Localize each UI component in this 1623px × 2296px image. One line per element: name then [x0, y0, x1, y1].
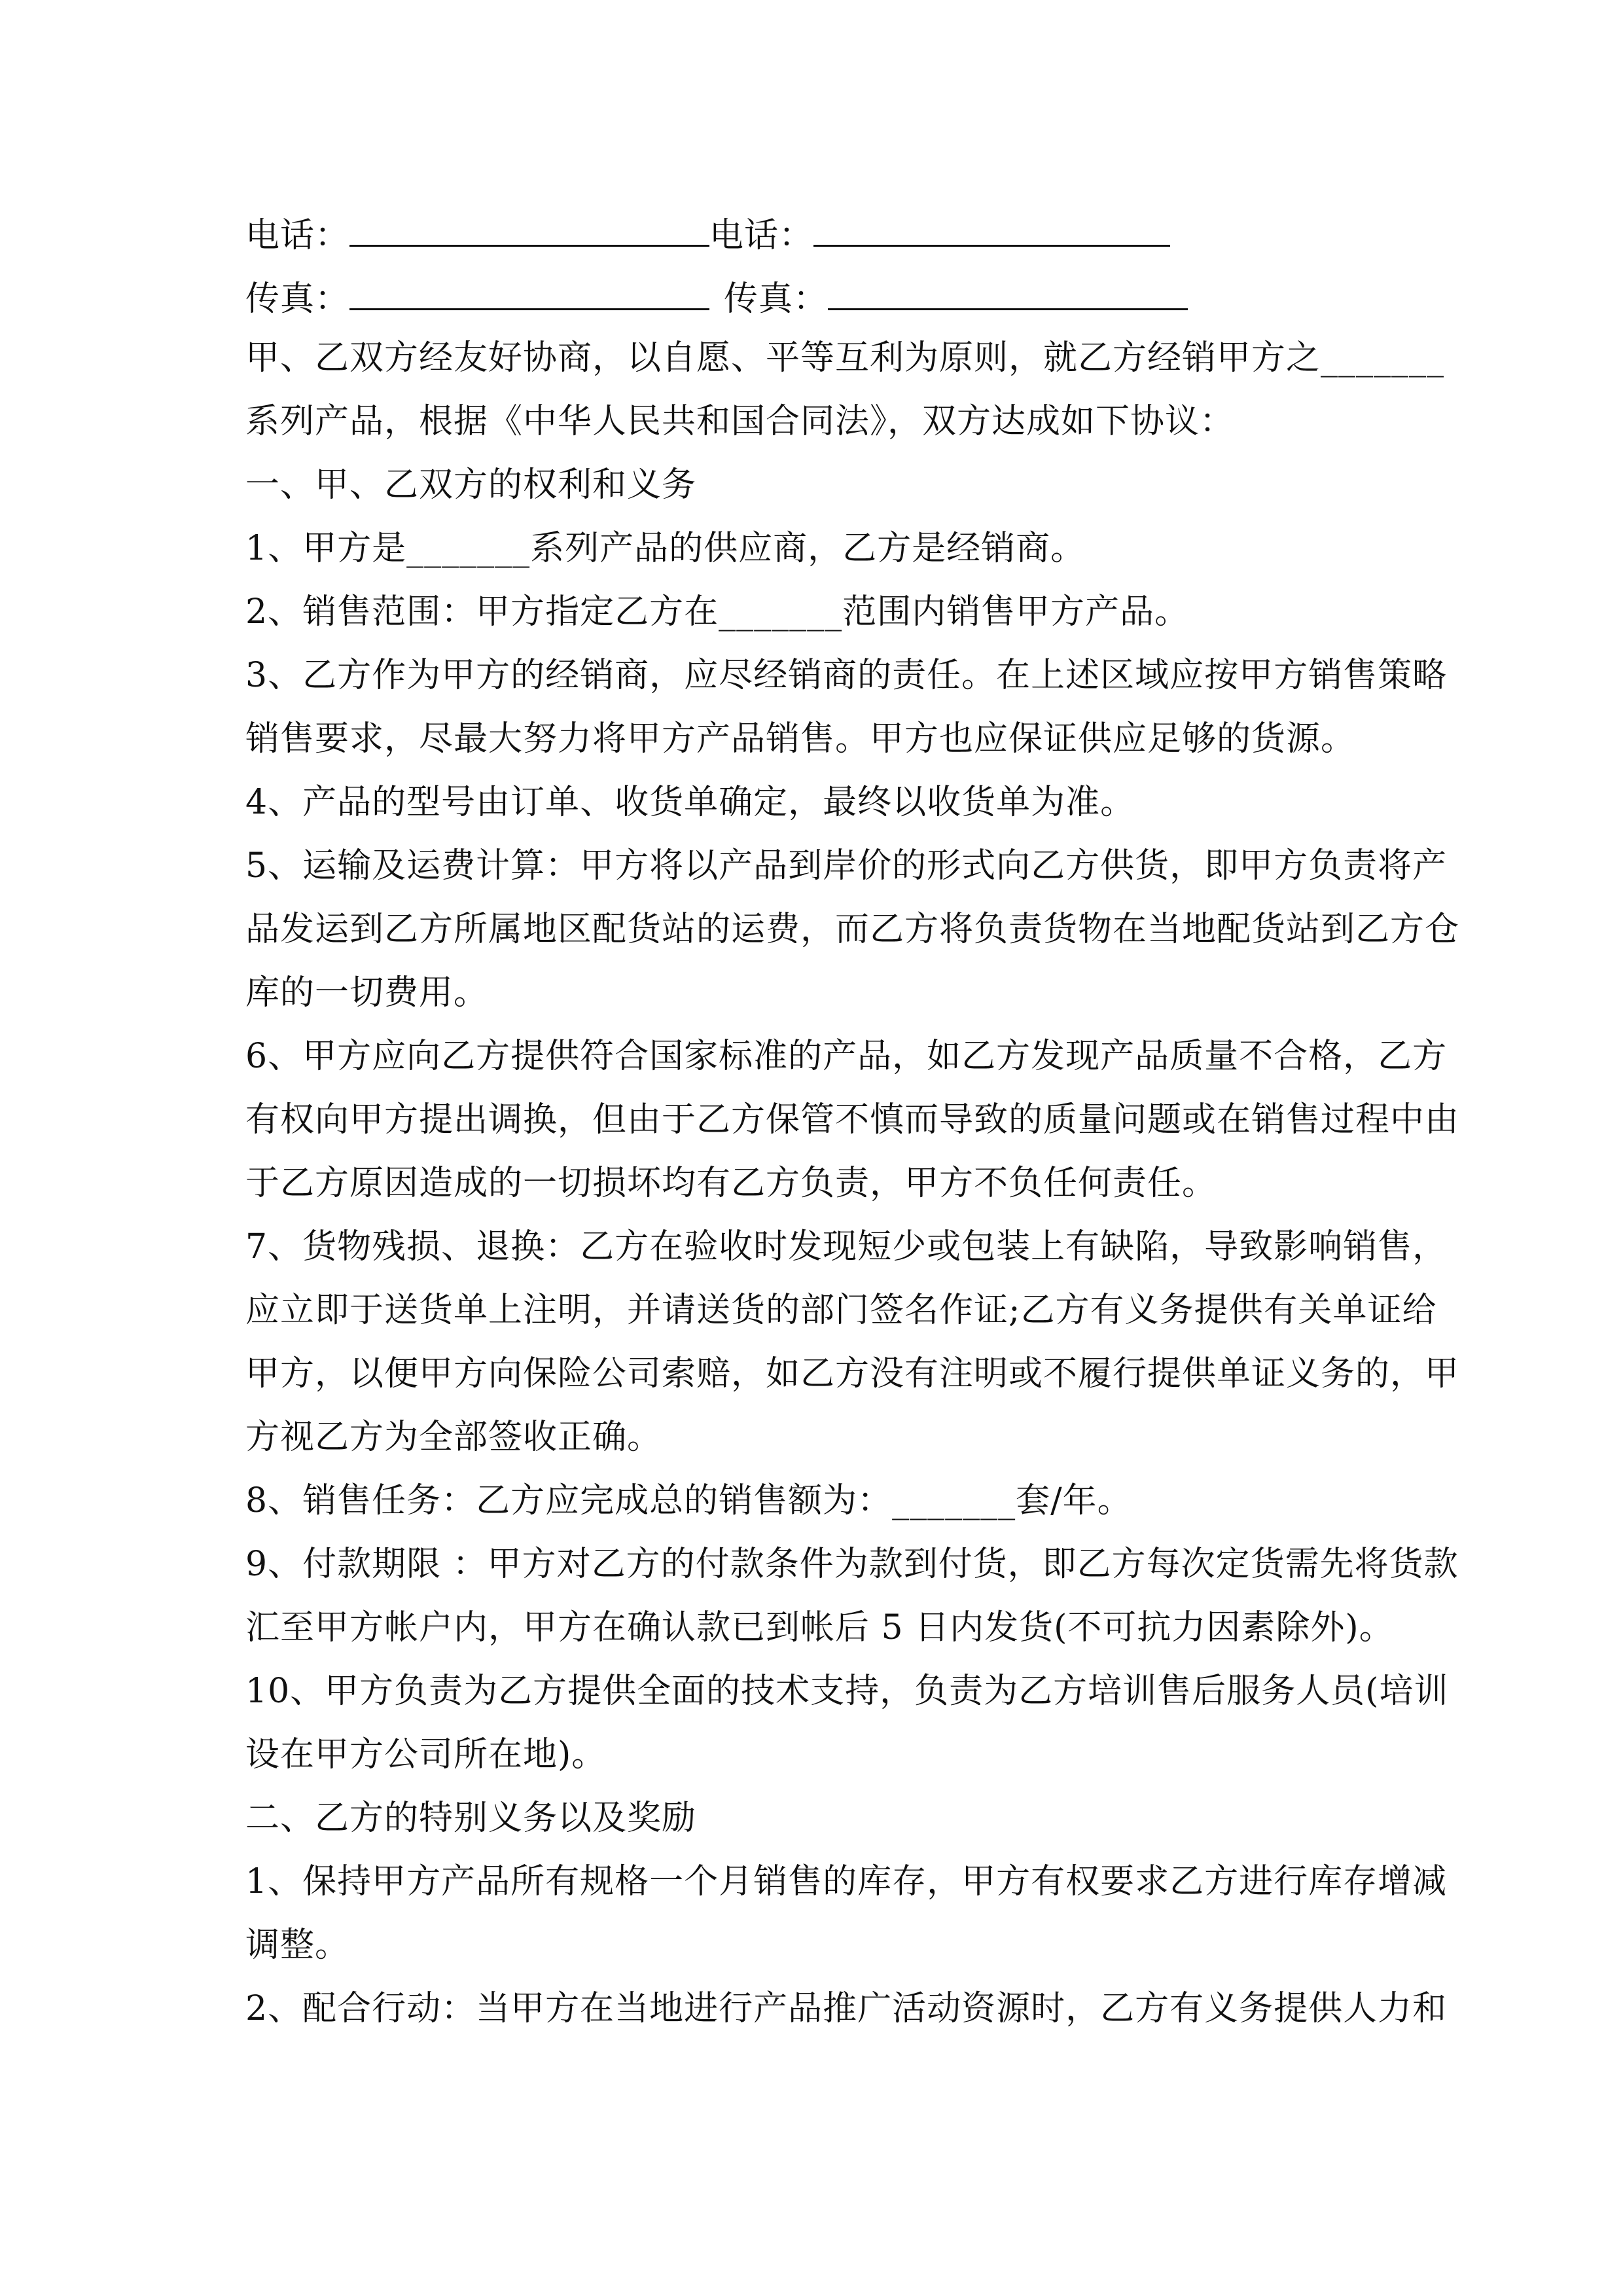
text-line: 9、付款期限 ：甲方对乙方的付款条件为款到付货，即乙方每次定货需先将货款	[245, 1545, 1459, 1584]
phone-label-party-b: 电话：	[709, 216, 814, 255]
text-line: 2、配合行动：当甲方在当地进行产品推广活动资源时，乙方有义务提供人力和	[245, 1989, 1448, 2028]
text-line: 系列产品，根据《中华人民共和国合同法》，双方达成如下协议：	[245, 402, 1235, 441]
text-line: 4、产品的型号由订单、收货单确定，最终以收货单为准。	[245, 783, 1135, 822]
text-line: 调整。	[245, 1926, 350, 1965]
text-line: 1、保持甲方产品所有规格一个月销售的库存，甲方有权要求乙方进行库存增减	[245, 1862, 1448, 1901]
text-line: 6、甲方应向乙方提供符合国家标准的产品，如乙方发现产品质量不合格，乙方	[245, 1037, 1448, 1076]
phone-blank-party-b	[813, 208, 1170, 247]
text-line: 销售要求，尽最大努力将甲方产品销售。甲方也应保证供应足够的货源。	[245, 719, 1356, 759]
text-line: 应立即于送货单上注明，并请送货的部门签名作证;乙方有义务提供有关单证给	[245, 1291, 1437, 1330]
text-line: 一、甲、乙双方的权利和义务	[245, 465, 697, 505]
phone-row	[245, 208, 1381, 272]
fax-blank-party-b	[828, 272, 1188, 310]
text-line: 10、甲方负责为乙方提供全面的技术支持，负责为乙方培训售后服务人员(培训	[245, 1672, 1449, 1711]
text-line: 汇至甲方帐户内，甲方在确认款已到帐后 5 日内发货(不可抗力因素除外)。	[245, 1608, 1394, 1647]
document-body	[245, 208, 1460, 2049]
text-line: 2、销售范围：甲方指定乙方在_______范围内销售甲方产品。	[245, 592, 1190, 632]
text-line: 7、货物残损、退换：乙方在验收时发现短少或包装上有缺陷，导致影响销售，	[245, 1227, 1448, 1266]
text-line: 5、运输及运费计算：甲方将以产品到岸价的形式向乙方供货，即甲方负责将产	[245, 846, 1448, 886]
text-line: 3、乙方作为甲方的经销商，应尽经销商的责任。在上述区域应按甲方销售策略	[245, 656, 1448, 695]
text-line: 甲方，以便甲方向保险公司索赔，如乙方没有注明或不履行提供单证义务的，甲	[245, 1354, 1460, 1393]
text-line: 甲、乙双方经友好协商，以自愿、平等互利为原则，就乙方经销甲方之_______	[245, 338, 1445, 378]
phone-label-party-a: 电话：	[245, 216, 350, 255]
text-line: 于乙方原因造成的一切损坏均有乙方负责，甲方不负任何责任。	[245, 1164, 1217, 1203]
text-line: 品发运到乙方所属地区配货站的运费，而乙方将负责货物在当地配货站到乙方仓	[245, 910, 1460, 949]
contract-text	[245, 335, 1460, 2049]
text-line: 1、甲方是_______系列产品的供应商，乙方是经销商。	[245, 529, 1086, 568]
text-line: 库的一切费用。	[245, 973, 489, 1013]
text-line: 8、销售任务：乙方应完成总的销售额为：_______套/年。	[245, 1481, 1132, 1520]
fax-label-party-a: 传真：	[245, 279, 350, 319]
text-line: 二、乙方的特别义务以及奖励	[245, 1799, 697, 1838]
text-line: 有权向甲方提出调换，但由于乙方保管不慎而导致的质量问题或在销售过程中由	[245, 1100, 1460, 1139]
fax-row	[245, 272, 1381, 335]
text-line: 设在甲方公司所在地)。	[245, 1735, 607, 1774]
phone-blank-party-a	[349, 208, 709, 247]
text-line: 方视乙方为全部签收正确。	[245, 1418, 662, 1457]
fax-blank-party-a	[349, 272, 709, 310]
fax-label-party-b: 传真：	[724, 279, 829, 319]
